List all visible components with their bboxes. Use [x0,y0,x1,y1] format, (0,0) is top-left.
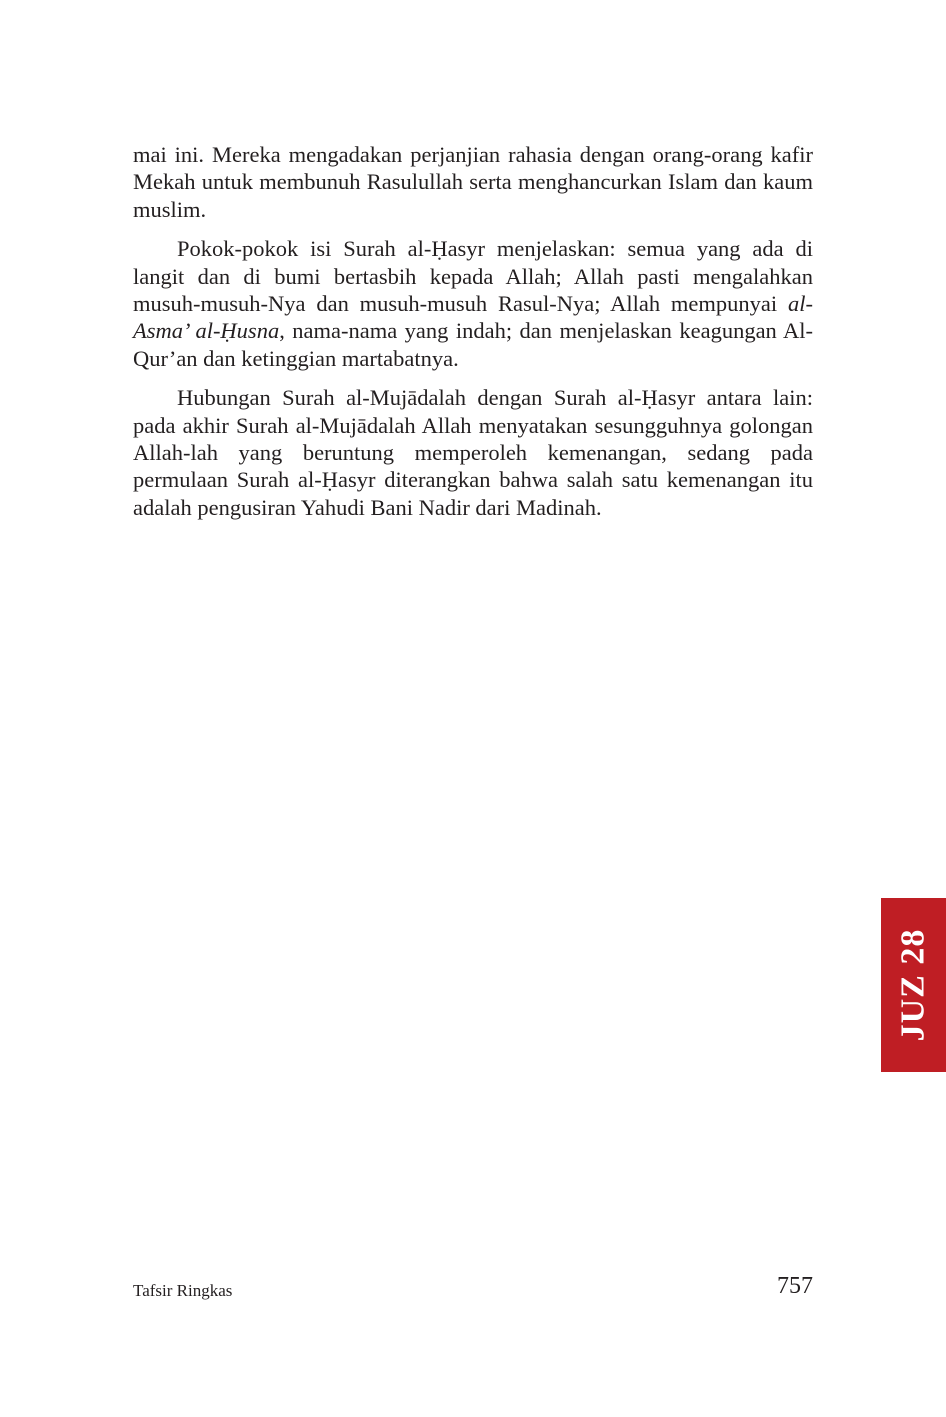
body-text [133,141,813,533]
paragraph-text: mai ini. Mereka mengadakan perjanjian rahasia dengan orang-orang kafir Mekah untuk membunuh Rasulullah serta menghancurkan Islam dan kaum muslim. [133,142,813,222]
paragraph-text: , nama-nama yang indah; dan menjelaskan keagungan Al-Qur’an dan ketinggian martabatnya. [133,318,814,371]
paragraph-text: Pokok-pokok isi Surah al-Ḥasyr menjelaskan: semua yang ada di langit dan di bumi bertasbih kepada Allah; Allah pasti mengalahkan musuh-musuh-Nya dan musuh-musuh Rasul-Nya; Allah mempunyai [133,236,813,317]
paragraph [133,384,813,521]
paragraph [133,141,813,223]
footer-book-title: Tafsir Ringkas [133,1281,233,1300]
paragraph-text: Hubungan Surah al-Mujādalah dengan Surah al-Ḥasyr antara lain: pada akhir Surah al-Mujādalah Allah menyatakan sesungguhnya golongan Allah-lah yang beruntung memperoleh kemenangan, sedang pada permulaan Surah al-Ḥasyr diterangkan bahwa salah satu kemenangan itu adalah pengusiran Yahudi Bani Nadir dari Madinah. [133,385,813,520]
page-number: 757 [777,1273,813,1299]
italic-term: al-Asma’ al-Ḥusna [133,291,813,344]
paragraph [133,235,813,372]
juz-tab [881,898,946,1072]
juz-label: JUZ 28 [894,928,932,1042]
